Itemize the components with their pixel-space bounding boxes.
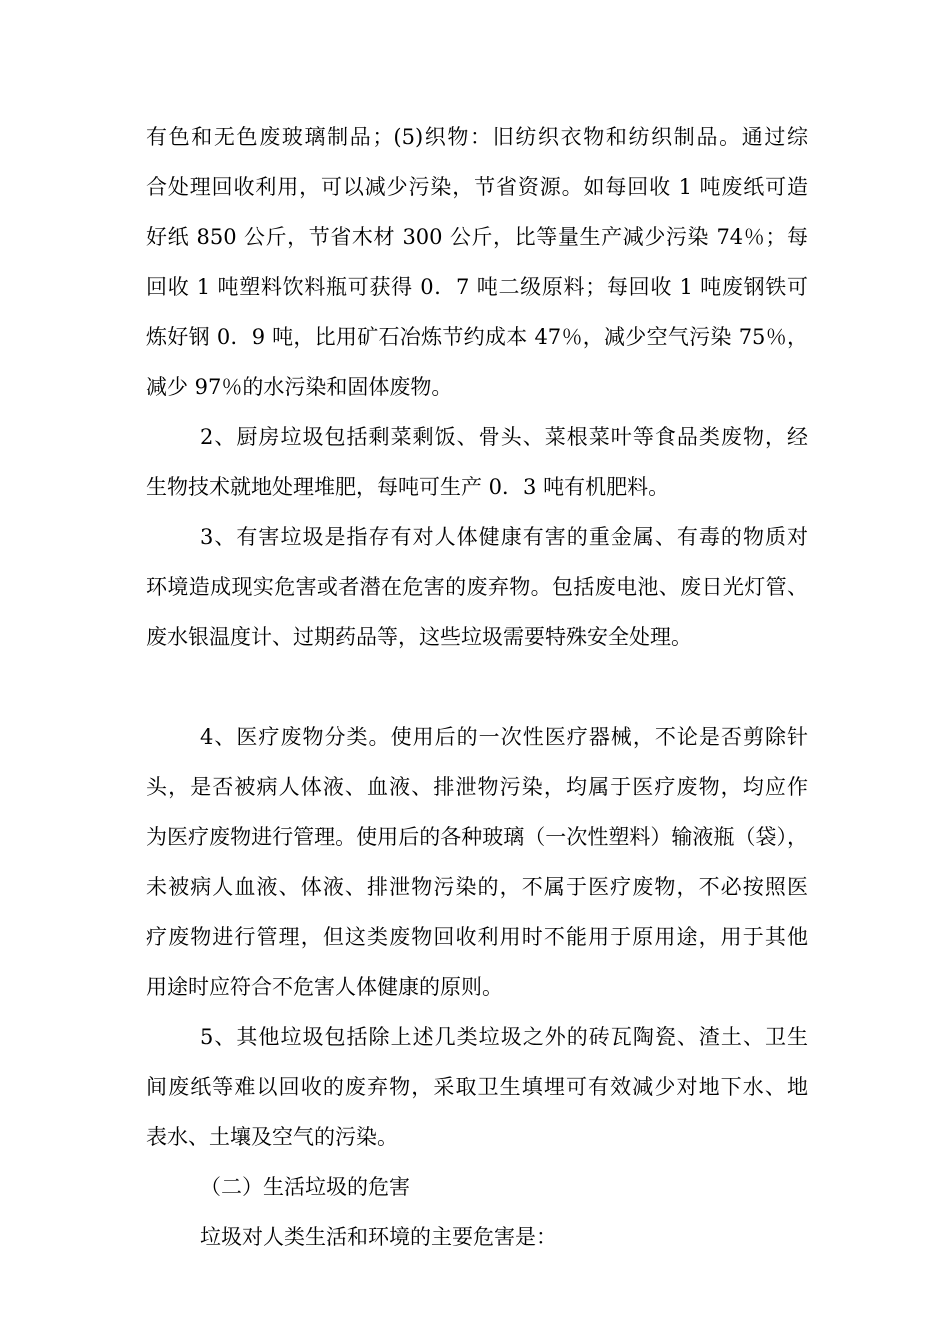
text-line: 头，是否被病人体液、血液、排泄物污染，均属于医疗废物，均应作 [146, 775, 808, 799]
paragraph-first-line: 5、其他垃圾包括除上述几类垃圾之外的砖瓦陶瓷、渣土、卫生 [200, 1025, 808, 1049]
paragraph-first-line: 垃圾对人类生活和环境的主要危害是： [200, 1225, 557, 1249]
paragraph-first-line: 3、有害垃圾是指存有对人体健康有害的重金属、有毒的物质对 [200, 525, 808, 549]
text-line: 减少 97％的水污染和固体废物。 [146, 375, 453, 399]
text-line: 回收 1 吨塑料饮料瓶可获得 0．7 吨二级原料；每回收 1 吨废钢铁可 [146, 275, 808, 299]
text-line: 未被病人血液、体液、排泄物污染的，不属于医疗废物，不必按照医 [146, 875, 808, 899]
text-line: 炼好钢 0．9 吨，比用矿石冶炼节约成本 47％，减少空气污染 75％， [146, 325, 808, 349]
text-line: 合处理回收利用，可以减少污染，节省资源。如每回收 1 吨废纸可造 [146, 175, 808, 199]
text-line: 疗废物进行管理，但这类废物回收利用时不能用于原用途，用于其他 [146, 925, 808, 949]
text-line: 表水、土壤及空气的污染。 [146, 1125, 398, 1149]
text-line: 环境造成现实危害或者潜在危害的废弃物。包括废电池、废日光灯管、 [146, 575, 808, 599]
text-line: 为医疗废物进行管理。使用后的各种玻璃（一次性塑料）输液瓶（袋）， [146, 825, 808, 849]
text-line: 间废纸等难以回收的废弃物，采取卫生填埋可有效减少对地下水、地 [146, 1075, 808, 1099]
text-line: 废水银温度计、过期药品等，这些垃圾需要特殊安全处理。 [146, 625, 692, 649]
text-line: 用途时应符合不危害人体健康的原则。 [146, 975, 503, 999]
text-line: 有色和无色废玻璃制品；(5)织物：旧纺织衣物和纺织制品。通过综 [146, 125, 808, 149]
paragraph-first-line: 4、医疗废物分类。使用后的一次性医疗器械，不论是否剪除针 [200, 725, 808, 749]
section-heading: （二）生活垃圾的危害 [200, 1175, 410, 1199]
paragraph-first-line: 2、厨房垃圾包括剩菜剩饭、骨头、菜根菜叶等食品类废物，经 [200, 425, 808, 449]
text-line: 好纸 850 公斤，节省木材 300 公斤，比等量生产减少污染 74％；每 [146, 225, 808, 249]
text-line: 生物技术就地处理堆肥，每吨可生产 0．3 吨有机肥料。 [146, 475, 670, 499]
